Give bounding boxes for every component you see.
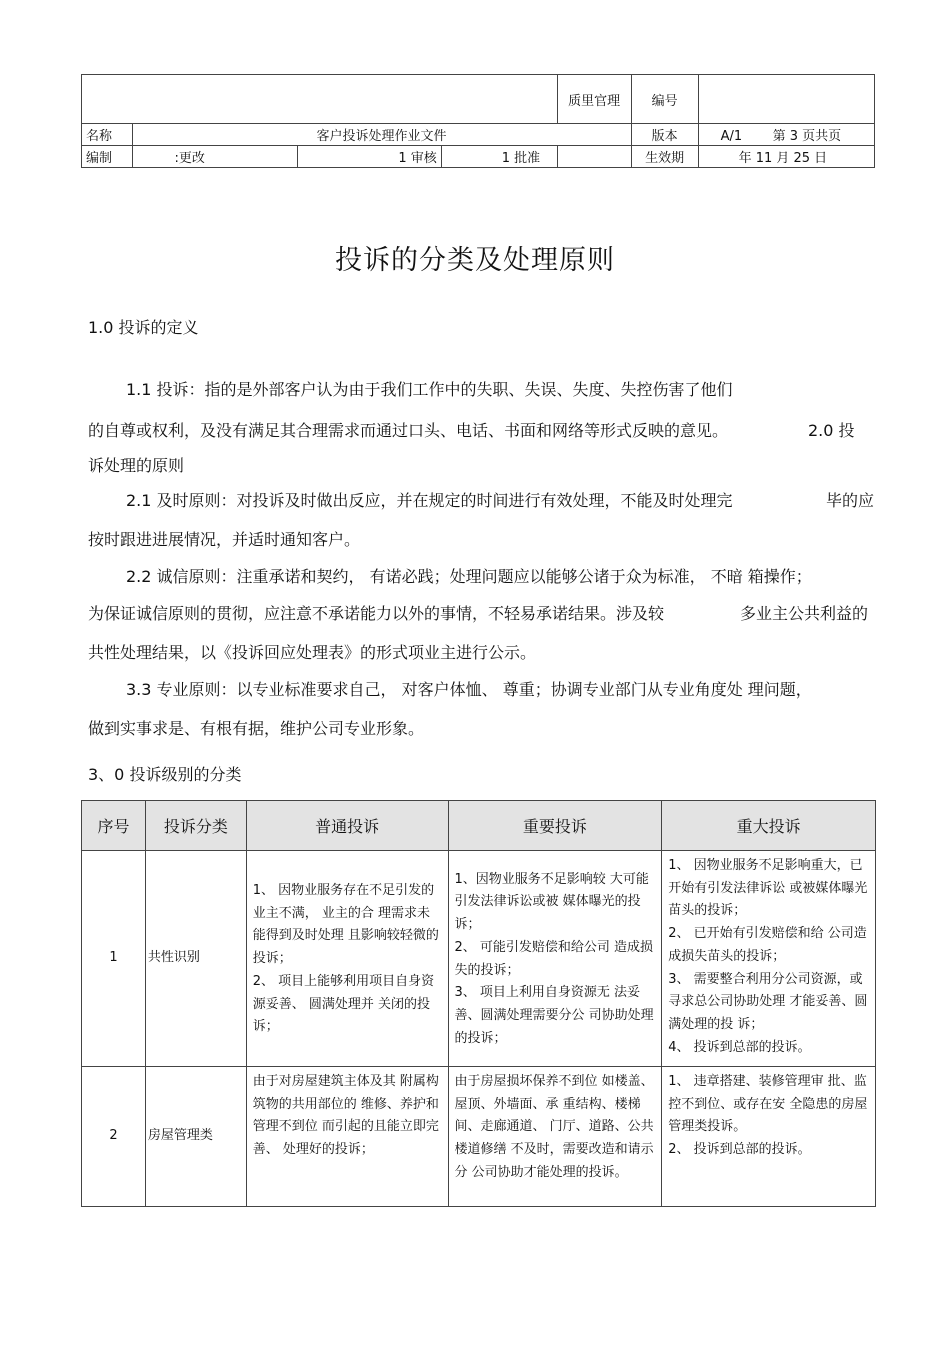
section-2-1-line-1: 2.1 及时原则：对投诉及时做出反应，并在规定的时间进行有效处理，不能及时处理完 xyxy=(126,491,733,510)
table-header-normal: 普通投诉 xyxy=(246,801,448,851)
section-3-3-line-2: 做到实事求是、有根有据，维护公司专业形象。 xyxy=(88,719,425,738)
review-label: 1 审核 xyxy=(298,146,441,168)
section-2-1-line-1-end: 毕的应 xyxy=(826,491,875,510)
change-label: :更改 xyxy=(132,146,298,168)
row-important: 1、因物业服务不足影响较 大可能引发法律诉讼或被 媒体曝光的投诉； 2、 可能引发赔偿和给公司 造成损失的投诉； 3、 项目上利用自身资源无 法妥善、圆满处理需要分公 司协助处理的投诉； xyxy=(448,851,662,1067)
row-no: 1 xyxy=(82,851,146,1067)
table-header-category: 投诉分类 xyxy=(145,801,246,851)
row-important: 由于房屋损坏保养不到位 如楼盖、屋顶、外墙面、承 重结构、楼梯间、走廊通道、 门厅、道路、公共楼道修缮 不及时，需要改造和请示分 公司协助才能处理的投诉。 xyxy=(448,1067,662,1207)
number-value xyxy=(698,75,874,124)
quality-label: 质里官理 xyxy=(557,75,631,124)
number-label: 编号 xyxy=(631,75,698,124)
row-category: 房屋管理类 xyxy=(145,1067,246,1207)
section-2-2-line-2-end: 多业主公共利益的 xyxy=(740,604,869,623)
effective-label: 生效期 xyxy=(631,146,698,168)
edit-label: 编制 xyxy=(82,146,133,168)
section-3-heading: 3、0 投诉级别的分类 xyxy=(88,765,242,784)
row-no: 2 xyxy=(82,1067,146,1207)
section-2-1-line-2: 按时跟进进展情况，并适时通知客户。 xyxy=(88,530,361,549)
table-row xyxy=(82,1067,876,1207)
header-blank-cell xyxy=(82,75,558,124)
approve-label: 1 批准 xyxy=(441,146,557,168)
table-header-row xyxy=(82,801,876,851)
row-major: 1、 因物业服务不足影响重大，已开始有引发法律诉讼 或被媒体曝光苗头的投诉； 2、 已开始有引发赔偿和给 公司造成损失苗头的投诉； 3、 需要整合利用分公司资源，或寻求总公司协助处理 才能妥善、圆满处理的投 诉； 4、 投诉到总部的投诉。 xyxy=(662,851,876,1067)
section-3-3-line-1: 3.3 专业原则：以专业标准要求自己， 对客户体恤、 尊重；协调专业部门从专业角度处 理问题， xyxy=(126,680,812,699)
section-2-heading-b: 诉处理的原则 xyxy=(88,456,185,475)
section-2-2-line-3: 共性处理结果，以《投诉回应处理表》的形式项业主进行公示。 xyxy=(88,643,537,662)
row-major: 1、 违章搭建、装修管理审 批、监控不到位、或存在安 全隐患的房屋管理类投诉。 2、 投诉到总部的投诉。 xyxy=(662,1067,876,1207)
table-header-no: 序号 xyxy=(82,801,146,851)
effective-date: 年 11 月 25 日 xyxy=(698,146,874,168)
section-1-heading: 1.0 投诉的定义 xyxy=(88,318,199,337)
name-label: 名称 xyxy=(82,124,133,146)
version-label: 版本 xyxy=(631,124,698,146)
section-2-heading-a: 2.0 投 xyxy=(808,421,855,440)
document-header-table xyxy=(81,74,875,168)
section-1-1-line-1: 1.1 投诉：指的是外部客户认为由于我们工作中的失职、失误、失度、失控伤害了他们 xyxy=(126,380,733,399)
page-title: 投诉的分类及处理原则 xyxy=(335,245,615,276)
blank-cell xyxy=(557,146,631,168)
version-page-cell xyxy=(698,124,874,146)
doc-name: 客户投诉处理作业文件 xyxy=(132,124,631,146)
complaint-level-table xyxy=(81,800,876,1207)
version-value: A/1 xyxy=(720,129,743,144)
table-row xyxy=(82,851,876,1067)
table-header-major: 重大投诉 xyxy=(662,801,876,851)
section-1-1-line-2: 的自尊或权利，及没有满足其合理需求而通过口头、电话、书面和网络等形式反映的意见。 xyxy=(88,421,729,440)
section-2-2-line-2: 为保证诚信原则的贯彻，应注意不承诺能力以外的事情，不轻易承诺结果。涉及较 xyxy=(88,604,665,623)
row-category: 共性识别 xyxy=(145,851,246,1067)
row-normal: 由于对房屋建筑主体及其 附属构筑物的共用部位的 维修、养护和管理不到位 而引起的且能立即完善、 处理好的投诉； xyxy=(246,1067,448,1207)
table-header-important: 重要投诉 xyxy=(448,801,662,851)
row-normal: 1、 因物业服务存在不足引发的业主不满， 业主的合 理需求未能得到及时处理 且影响较轻微的投诉； 2、 项目上能够利用项目自身资源妥善、 圆满处理并 关闭的投诉； xyxy=(246,851,448,1067)
page-info: 第 3 页共页 xyxy=(772,129,842,144)
section-2-2-line-1: 2.2 诚信原则：注重承诺和契约， 有诺必践；处理问题应以能够公诸于众为标准， 不暗 箱操作； xyxy=(126,567,812,586)
